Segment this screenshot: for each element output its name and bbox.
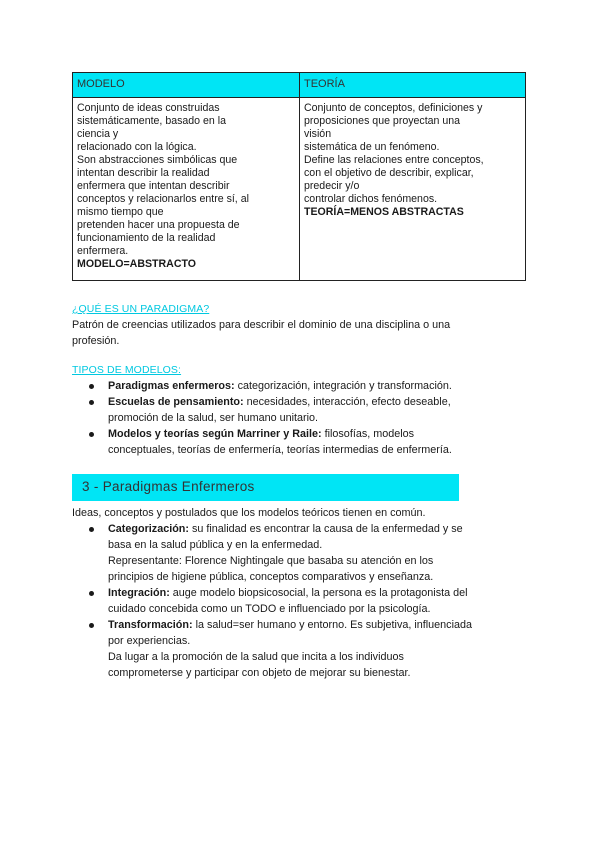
paradigma-title: ¿QUÉ ES UN PARADIGMA? — [72, 303, 210, 315]
bullet-icon — [89, 400, 94, 405]
teoria-line: con el objetivo de describir, explicar, — [304, 167, 474, 179]
modelo-teoria-table — [72, 72, 526, 281]
bullet-icon — [89, 527, 94, 532]
teoria-line: controlar dichos fenómenos. — [304, 193, 438, 205]
teoria-summary: TEORÍA=MENOS ABSTRACTAS — [304, 206, 464, 218]
modelo-line: mismo tiempo que — [77, 206, 164, 218]
list-item-term: Modelos y teorías según Marriner y Raile: — [108, 428, 322, 440]
list-item-continuation: por experiencias. — [108, 635, 191, 647]
list-item-continuation: promoción de la salud, ser humano unitario. — [108, 412, 319, 424]
list-item — [72, 426, 532, 458]
list-item-first-line — [108, 617, 532, 633]
cell-modelo — [73, 98, 300, 281]
modelo-line: Conjunto de ideas construidas — [77, 102, 220, 114]
bullet-icon — [89, 384, 94, 389]
list-item — [72, 617, 532, 681]
modelo-line: intentan describir la realidad — [77, 167, 210, 179]
teoria-line: predecir y/o — [304, 180, 360, 192]
modelo-line: sistemáticamente, basado en la — [77, 115, 226, 127]
section-heading: 3 - Paradigmas Enfermeros — [82, 479, 255, 494]
modelo-line: relacionado con la lógica. — [77, 141, 197, 153]
list-item-term: Transformación: — [108, 619, 193, 631]
bullet-icon — [89, 591, 94, 596]
list-item — [72, 378, 532, 394]
modelo-line: enfermera que intentan describir — [77, 180, 230, 192]
list-item-term: Escuelas de pensamiento: — [108, 396, 244, 408]
paradigm-list — [72, 521, 532, 681]
teoria-line: proposiciones que proyectan una — [304, 115, 461, 127]
paradigma-line: Patrón de creencias utilizados para describir el dominio de una disciplina o una — [72, 319, 451, 331]
cell-teoria — [300, 98, 526, 281]
list-item-term: Integración: — [108, 587, 170, 599]
list-item-continuation: cuidado concebida como un TODO e influenciado por la psicología. — [108, 603, 431, 615]
bullet-icon — [89, 432, 94, 437]
list-item-continuation: basa en la salud pública y en la enfermedad. — [108, 539, 323, 551]
modelo-line: conceptos y relacionarlos entre sí, al — [77, 193, 249, 205]
paradigma-definition — [72, 317, 532, 349]
teoria-line: Define las relaciones entre conceptos, — [304, 154, 484, 166]
modelo-line: Son abstracciones simbólicas que — [77, 154, 238, 166]
section-intro-text: Ideas, conceptos y postulados que los modelos teóricos tienen en común. — [72, 507, 426, 519]
list-item-continuation: principios de higiene pública, conceptos comparativos y enseñanza. — [108, 571, 434, 583]
bullet-icon — [89, 623, 94, 628]
section-heading-band — [72, 474, 459, 501]
list-item-first-line — [108, 378, 532, 394]
list-item-continuation: Representante: Florence Nightingale que basaba su atención en los — [108, 555, 434, 567]
list-item-continuation: Da lugar a la promoción de la salud que incita a los individuos — [108, 651, 404, 663]
modelo-line: enfermera. — [77, 245, 129, 257]
list-item-first-line — [108, 426, 532, 442]
modelo-summary: MODELO=ABSTRACTO — [77, 258, 196, 270]
header-teoria: TEORÍA — [300, 73, 526, 98]
list-item-text: necesidades, interacción, efecto deseable, — [243, 396, 451, 408]
list-item-first-line — [108, 585, 532, 601]
modelo-line: funcionamiento de la realidad — [77, 232, 216, 244]
list-item-term: Paradigmas enfermeros: — [108, 380, 235, 392]
list-item — [72, 394, 532, 426]
section-intro — [72, 505, 532, 521]
teoria-line: Conjunto de conceptos, definiciones y — [304, 102, 483, 114]
list-item — [72, 585, 532, 617]
list-item-text: su finalidad es encontrar la causa de la enfermedad y se — [189, 523, 463, 535]
header-modelo: MODELO — [73, 73, 300, 98]
list-item-first-line — [108, 394, 532, 410]
list-item-term: Categorización: — [108, 523, 189, 535]
tipos-list — [72, 378, 532, 458]
modelo-line: ciencia y — [77, 128, 119, 140]
teoria-line: sistemática de un fenómeno. — [304, 141, 440, 153]
list-item-continuation: conceptuales, teorías de enfermería, teorías intermedias de enfermería. — [108, 444, 452, 456]
list-item-continuation: comprometerse y participar con objeto de mejorar su bienestar. — [108, 667, 411, 679]
list-item-first-line — [108, 521, 532, 537]
teoria-line: visión — [304, 128, 332, 140]
list-item-text: la salud=ser humano y entorno. Es subjetiva, influenciada — [192, 619, 472, 631]
list-item-text: categorización, integración y transformación. — [234, 380, 452, 392]
list-item — [72, 521, 532, 585]
list-item-text: auge modelo biopsicosocial, la persona es la protagonista del — [169, 587, 468, 599]
tipos-title: TIPOS DE MODELOS: — [72, 364, 182, 376]
modelo-line: pretenden hacer una propuesta de — [77, 219, 240, 231]
paradigma-line: profesión. — [72, 335, 120, 347]
list-item-text: filosofías, modelos — [321, 428, 415, 440]
